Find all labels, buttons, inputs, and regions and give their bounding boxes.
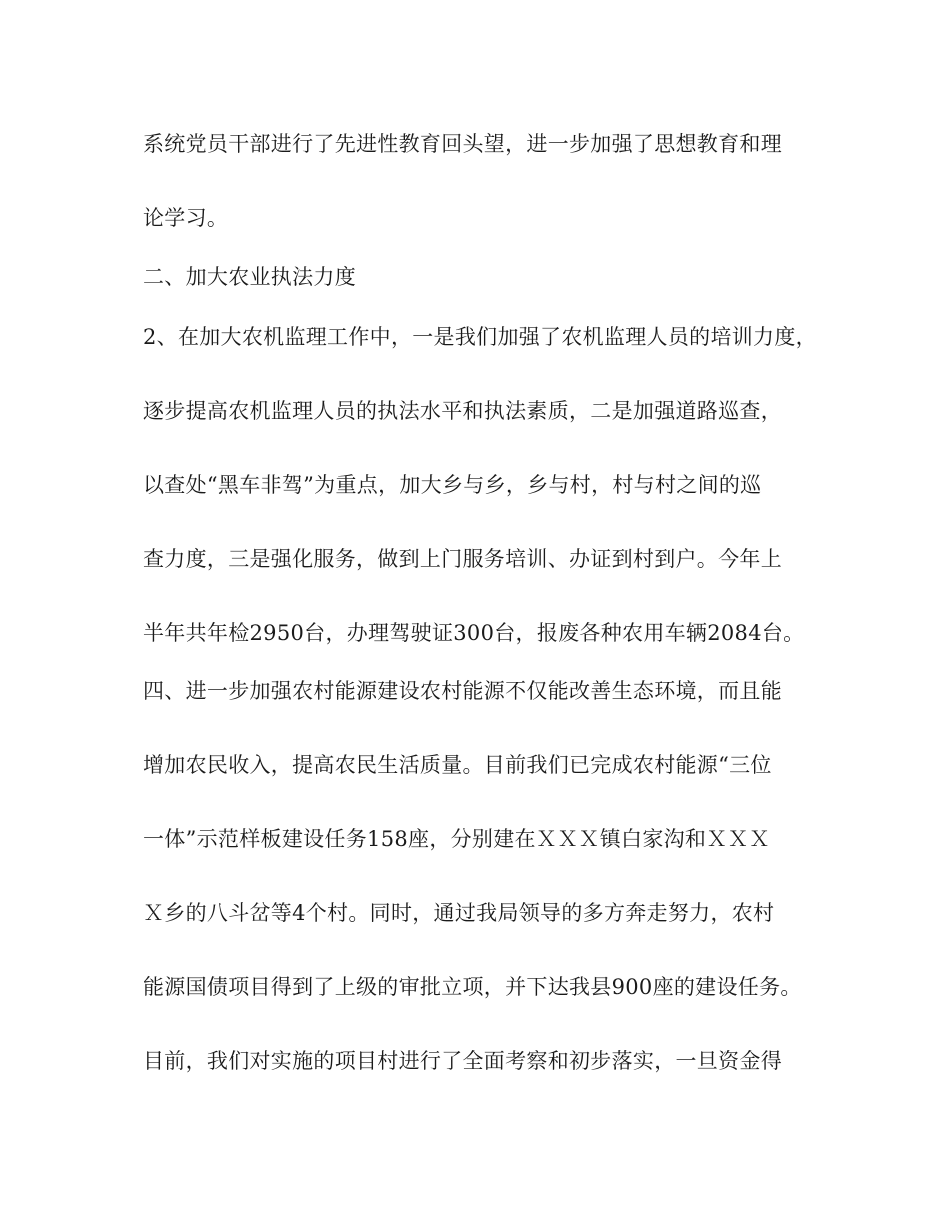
text-line-7: 查力度，三是强化服务，做到上门服务培训、办证到村到户。今年上 — [143, 547, 782, 571]
text-line-5: 逐步提高农机监理人员的执法水平和执法素质，二是加强道路巡查， — [143, 399, 782, 423]
text-line-13: 能源国债项目得到了上级的审批立项，并下达我县900座的建设任务。 — [143, 975, 802, 999]
text-line-8: 半年共年检2950台，办理驾驶证300台，报废各种农用车辆2084台。 — [143, 621, 805, 645]
text-line-4: 2、在加大农机监理工作中，一是我们加强了农机监理人员的培训力度， — [143, 325, 817, 349]
text-line-10: 增加农民收入，提高农民生活质量。目前我们已完成农村能源“三位 — [143, 753, 772, 777]
section-heading-2: 二、加大农业执法力度 — [143, 265, 356, 289]
text-line-11: 一体”示范样板建设任务158座，分别建在ＸＸＸ镇白家沟和ＸＸＸ — [143, 827, 771, 851]
text-line-2: 论学习。 — [143, 206, 229, 230]
text-line-14: 目前，我们对实施的项目村进行了全面考察和初步落实，一旦资金得 — [143, 1049, 782, 1073]
section-heading-4: 四、进一步加强农村能源建设农村能源不仅能改善生态环境，而且能 — [143, 679, 782, 703]
text-line-12: Ｘ乡的八斗岔等4个村。同时，通过我局领导的多方奔走努力，农村 — [143, 901, 775, 925]
text-line-1: 系统党员干部进行了先进性教育回头望，进一步加强了思想教育和理 — [143, 132, 782, 156]
text-line-6: 以查处“黑车非驾”为重点，加大乡与乡，乡与村，村与村之间的巡 — [143, 473, 762, 497]
